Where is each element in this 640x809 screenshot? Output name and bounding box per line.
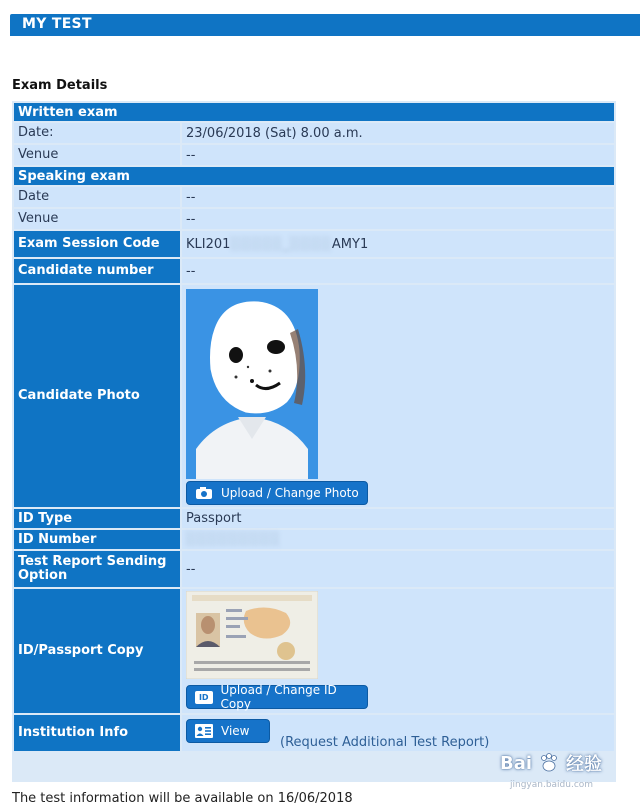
id-card-icon — [195, 691, 213, 704]
id-number-label: ID Number — [14, 530, 180, 549]
written-exam-header — [14, 103, 614, 121]
written-date-value: 23/06/2018 (Sat) 8.00 a.m. — [182, 123, 614, 143]
speaking-exam-header — [14, 167, 614, 185]
speaking-venue-row — [14, 209, 614, 229]
speaking-venue-label: Venue — [14, 209, 180, 229]
session-code-label: Exam Session Code — [14, 231, 180, 257]
id-type-row — [14, 509, 614, 528]
candidate-photo — [186, 289, 318, 479]
exam-details-heading: Exam Details — [12, 78, 108, 93]
test-availability-note: The test information will be available on 16/06/2018 — [12, 791, 353, 806]
id-type-value: Passport — [182, 509, 614, 528]
passport-copy-image — [186, 591, 318, 679]
id-number-value — [182, 530, 614, 549]
session-code-suffix: AMY1 — [331, 236, 369, 252]
candidate-photo-cell — [182, 285, 614, 507]
institution-info-label: Institution Info — [14, 715, 180, 751]
upload-photo-label: Upload / Change Photo — [221, 486, 359, 500]
upload-photo-button[interactable] — [186, 481, 368, 505]
written-date-label: Date: — [14, 123, 180, 143]
speaking-venue-value: -- — [182, 209, 614, 229]
upload-id-copy-button[interactable] — [186, 685, 368, 709]
speaking-date-row — [14, 187, 614, 207]
report-option-row — [14, 551, 614, 587]
report-option-label: Test Report Sending Option — [14, 551, 180, 587]
camera-icon — [195, 486, 213, 500]
page-title: MY TEST — [22, 16, 92, 32]
session-code-redacted: ░░░░░_░░░░ — [230, 236, 332, 252]
exam-details-table — [12, 101, 616, 782]
speaking-exam-heading: Speaking exam — [18, 168, 130, 184]
report-option-value: -- — [182, 551, 614, 587]
id-number-row — [14, 530, 614, 549]
speaking-date-label: Date — [14, 187, 180, 207]
institution-info-row — [14, 715, 614, 751]
written-venue-value: -- — [182, 145, 614, 165]
baidu-watermark-sub: jingyan.baidu.com — [510, 780, 594, 790]
upload-id-copy-label: Upload / Change ID Copy — [220, 683, 337, 711]
institution-info-cell — [182, 715, 614, 751]
session-code-prefix: KLI201 — [186, 236, 231, 252]
candidate-photo-image — [186, 289, 318, 479]
written-venue-row — [14, 145, 614, 165]
baidu-watermark — [500, 748, 612, 778]
institution-view-button[interactable] — [186, 719, 270, 743]
page-header-bar — [10, 14, 640, 36]
institution-view-label: View — [221, 724, 250, 738]
speaking-date-value: -- — [182, 187, 614, 207]
passport-copy-cell — [182, 589, 614, 713]
written-exam-heading: Written exam — [18, 104, 118, 120]
id-type-label: ID Type — [14, 509, 180, 528]
id-card-icon-text: ID — [198, 692, 209, 702]
candidate-photo-label: Candidate Photo — [14, 285, 180, 507]
request-additional-report-link[interactable]: (Request Additional Test Report) — [280, 735, 490, 750]
candidate-number-label: Candidate number — [14, 259, 180, 283]
passport-copy-label: ID/Passport Copy — [14, 589, 180, 713]
candidate-photo-row — [14, 285, 614, 507]
paw-icon — [538, 752, 560, 774]
baidu-watermark-text-2: 经验 — [566, 754, 603, 775]
session-code-row — [14, 231, 614, 257]
id-number-redacted: ░░░░░░░░░ — [186, 532, 281, 547]
written-venue-label: Venue — [14, 145, 180, 165]
passport-copy-row — [14, 589, 614, 713]
written-date-row — [14, 123, 614, 143]
candidate-number-value: -- — [182, 259, 614, 283]
baidu-watermark-text: Bai — [500, 752, 533, 774]
session-code-value — [182, 231, 614, 257]
candidate-number-row — [14, 259, 614, 283]
contact-card-icon — [195, 724, 213, 738]
